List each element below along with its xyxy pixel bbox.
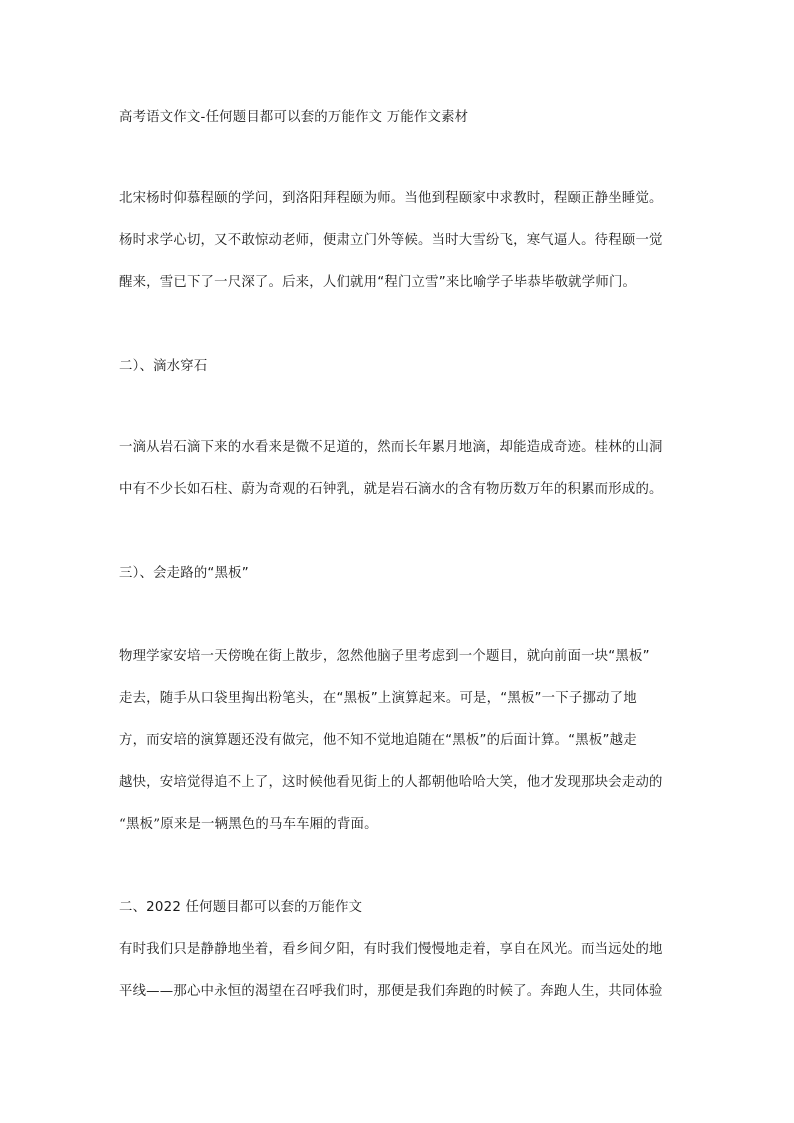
paragraph-line: 北宋杨时仰慕程颐的学问，到洛阳拜程颐为师。当他到程颐家中求教时，程颐正静坐睡觉。 (119, 191, 663, 206)
paragraph-line: 醒来，雪已下了一尺深了。后来，人们就用“程门立雪”来比喻学子毕恭毕敬就学师门。 (119, 275, 637, 290)
paragraph-line: 中有不少长如石柱、蔚为奇观的石钟乳，就是岩石滴水的含有物历数万年的积累而形成的。 (119, 482, 663, 497)
section-heading: 二）、滴水穿石 (119, 359, 208, 374)
section-heading: 三）、会走路的“黑板” (119, 566, 249, 581)
document-title: 高考语文作文-任何题目都可以套的万能作文 万能作文素材 (119, 110, 469, 125)
paragraph-line: 走去，随手从口袋里掏出粉笔头，在“黑板”上演算起来。可是，“黑板”一下子挪动了地 (119, 691, 637, 706)
paragraph-line: 有时我们只是静静地坐着，看乡间夕阳，有时我们慢慢地走着，享自在风光。而当远处的地 (119, 942, 663, 957)
paragraph-line: 方，而安培的演算题还没有做完，他不知不觉地追随在“黑板”的后面计算。“黑板”越走 (119, 733, 637, 748)
paragraph-line: 越快，安培觉得追不上了，这时候他看见街上的人都朝他哈哈大笑，他才发现那块会走动的 (119, 775, 663, 790)
paragraph-line: 一滴从岩石滴下来的水看来是微不足道的，然而长年累月地滴，却能造成奇迹。桂林的山洞 (119, 440, 663, 455)
section-heading: 二、2022 任何题目都可以套的万能作文 (119, 900, 363, 915)
paragraph-line: 杨时求学心切，又不敢惊动老师，便肃立门外等候。当时大雪纷飞，寒气逼人。待程颐一觉 (119, 233, 663, 248)
paragraph-line: 物理学家安培一天傍晚在街上散步，忽然他脑子里考虑到一个题目，就向前面一块“黑板” (119, 649, 650, 664)
paragraph-line: 平线——那心中永恒的渴望在召呼我们时，那便是我们奔跑的时候了。奔跑人生，共同体验 (119, 984, 663, 999)
paragraph-line: “黑板”原来是一辆黑色的马车车厢的背面。 (119, 817, 378, 832)
